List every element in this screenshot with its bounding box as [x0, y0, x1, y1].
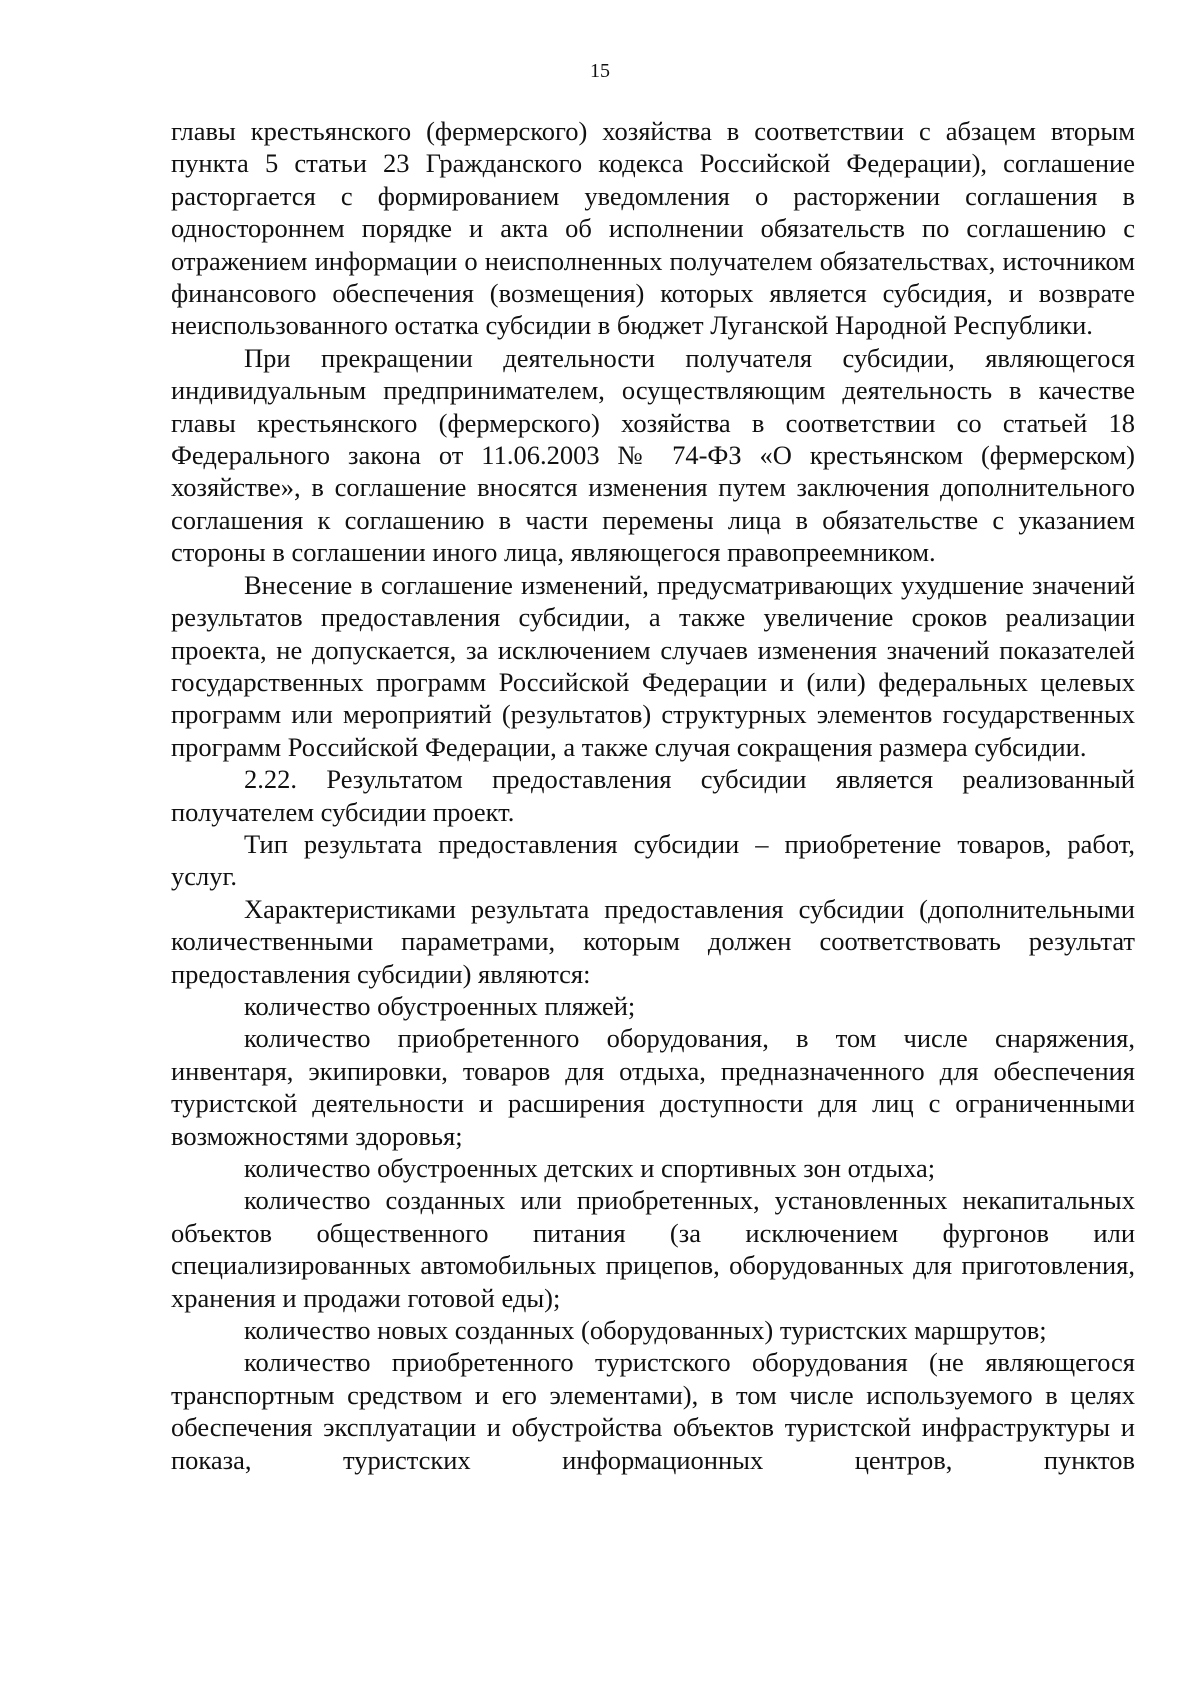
paragraph-result-characteristics: Характеристиками результата предоставления субсидии (дополнительными количественными параметрами, которым должен соответствовать результат предоставления субсидии) являются:: [171, 893, 1135, 989]
paragraph-2-22-result: 2.22. Результатом предоставления субсидии является реализованный получателем субсидии проект.: [171, 764, 1135, 827]
list-item-catering-objects: количество созданных или приобретенных, установленных некапитальных объектов общественного питания (за исключением фургонов или специализированных автомобильных прицепов, оборудованных для приготовления, хранения и продажи готовой еды);: [171, 1185, 1135, 1313]
page-number: 15: [590, 60, 610, 82]
list-item-equipment: количество приобретенного оборудования, в том числе снаряжения, инвентаря, экипировки, товаров для отдыха, предназначенного для обеспечения туристской деятельности и расширения доступности для лиц с ограниченными возможностями здоровья;: [171, 1023, 1135, 1151]
paragraph-termination-of-activity: При прекращении деятельности получателя субсидии, являющегося индивидуальным предпринимателем, осуществляющим деятельность в качестве главы крестьянского (фермерского) хозяйства в соответствии со статьей 18 Федерального закона от 11.06.2003 № 74-ФЗ «О крестьянском (фермерском) хозяйстве», в соглашение вносятся изменения путем заключения дополнительного соглашения к соглашению в части перемены лица в обязательстве с указанием стороны в соглашении иного лица, являющегося правопреемником.: [171, 342, 1135, 568]
list-item-beaches: количество обустроенных пляжей;: [244, 990, 636, 1021]
document-body: [171, 115, 1135, 1476]
paragraph-agreement-changes: Внесение в соглашение изменений, предусматривающих ухудшение значений результатов предоставления субсидии, а также увеличение сроков реализации проекта, не допускается, за исключением случаев изменения значений показателей государственных программ Российской Федерации и (или) федеральных целевых программ или мероприятий (результатов) структурных элементов государственных программ Российской Федерации, а также случая сокращения размера субсидии.: [171, 569, 1135, 762]
list-item-tourist-equipment: количество приобретенного туристского оборудования (не являющегося транспортным средством и его элементами), в том числе используемого в целях обеспечения эксплуатации и обустройства объектов туристской инфраструктуры и показа, туристских информационных центров, пунктов: [171, 1347, 1135, 1475]
list-item-tourist-routes: количество новых созданных (оборудованных) туристских маршрутов;: [244, 1315, 1047, 1346]
list-item-recreation-zones: количество обустроенных детских и спортивных зон отдыха;: [244, 1153, 936, 1183]
paragraph-result-type: Тип результата предоставления субсидии – приобретение товаров, работ, услуг.: [171, 828, 1135, 892]
paragraph-continuation: главы крестьянского (фермерского) хозяйства в соответствии с абзацем вторым пункта 5 статьи 23 Гражданского кодекса Российской Федерации), соглашение расторгается с формированием уведомления о расторжении соглашения в одностороннем порядке и акта об исполнении обязательств по соглашению с отражением информации о неисполненных получателем обязательствах, источником финансового обеспечения (возмещения) которых является субсидия, и возврате неиспользованного остатка субсидии в бюджет Луганской Народной Республики.: [171, 116, 1135, 341]
